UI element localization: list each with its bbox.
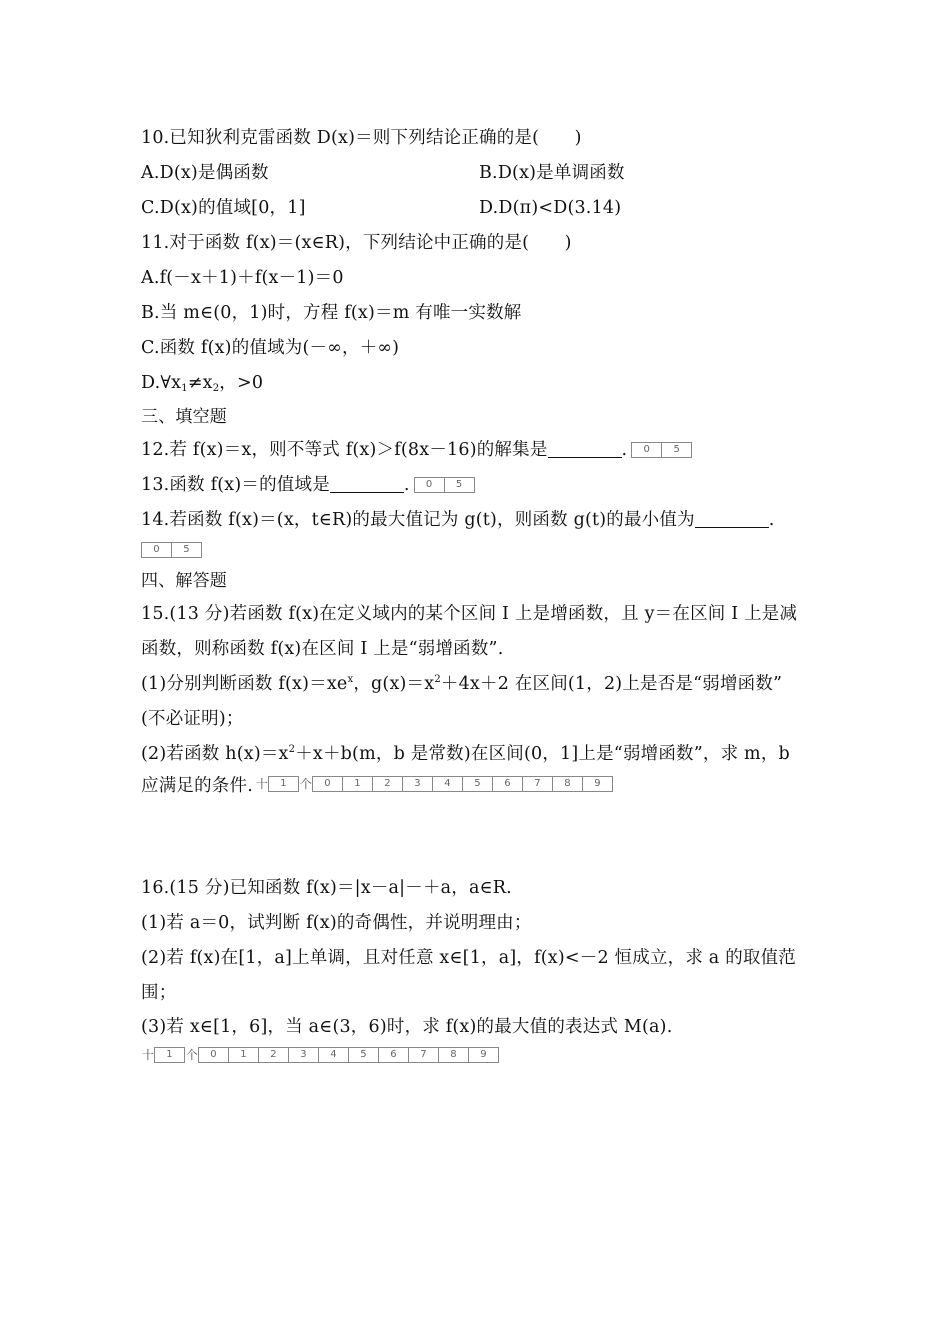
digit-cell[interactable]: 1 [228, 1047, 259, 1063]
q15-line-5: (2)若函数 $h(x)=x^2+x+b(m$，b 是常数)在区间(0，1]上是“弱增函数”，求 m，b [141, 744, 790, 764]
q14-score-box[interactable] [141, 542, 202, 558]
q13: 13.函数 f(x)＝的值域是 . 0 5 [141, 473, 475, 497]
q13-score-box[interactable] [414, 477, 475, 493]
q15-score-box[interactable]: 十 1 个 0 1 2 3 4 5 6 7 8 9 [255, 776, 613, 792]
digit-cell[interactable]: 9 [468, 1047, 499, 1063]
q14-score-row [141, 538, 202, 562]
q11-option-c: C.函数 f(x)的值域为(－∞，＋∞) [141, 338, 400, 358]
q10-stem: 10.已知狄利克雷函数 D(x)＝则下列结论正确的是( ) [141, 128, 582, 148]
digit-cell[interactable]: 8 [552, 776, 583, 792]
q11-stem: 11.对于函数 f(x)＝(x∈R)，下列结论中正确的是( ) [141, 233, 572, 253]
digit-cell[interactable]: 6 [492, 776, 523, 792]
score-cell[interactable]: 5 [661, 442, 692, 458]
q15-line-4: (不必证明)； [141, 709, 244, 729]
score-cell[interactable]: 5 [444, 477, 475, 493]
digit-cell[interactable]: 4 [432, 776, 463, 792]
q11-option-b: B.当 m∈(0，1)时，方程 f(x)＝m 有唯一实数解 [141, 303, 522, 323]
q10-option-a: A.D(x)是偶函数 [141, 163, 269, 183]
q16-line-1: 16.(15 分)已知函数 f(x)＝|x－a|－＋a，a∈R. [141, 878, 512, 898]
digit-cell[interactable]: 0 [198, 1047, 229, 1063]
digit-cell[interactable]: 1 [342, 776, 373, 792]
q15-line-2: 函数，则称函数 f(x)在区间 I 上是“弱增函数”. [141, 639, 504, 659]
digit-cell[interactable]: 3 [288, 1047, 319, 1063]
q10-option-b: B.D(x)是单调函数 [479, 163, 625, 183]
digit-cell[interactable]: 7 [408, 1047, 439, 1063]
q16-line-4: 围； [141, 983, 177, 1003]
score-cell[interactable]: 0 [141, 542, 172, 558]
q16-line-5: (3)若 x∈[1，6]，当 a∈(3，6)时，求 f(x)的最大值的表达式 M(a). [141, 1017, 673, 1037]
q12-answer-blank[interactable] [548, 439, 622, 458]
q15-line-1: 15.(13 分)若函数 f(x)在定义域内的某个区间 I 上是增函数，且 y＝在区间 I 上是减 [141, 604, 798, 624]
q15-line-3: (1)分别判断函数 $f(x)=xe^x$，$g(x)=x^2+4x+2$ 在区间(1，2)上是否是“弱增函数” [141, 674, 783, 694]
q16-line-2: (1)若 a＝0，试判断 f(x)的奇偶性，并说明理由； [141, 913, 532, 933]
q16-score-box[interactable]: 十 1 个 0 1 2 3 4 5 6 7 8 9 [141, 1047, 499, 1063]
q15-line-6: 应满足的条件. 十 1 个 0 1 2 3 4 5 6 7 8 9 [141, 774, 613, 798]
q16-line-3: (2)若 f(x)在[1，a]上单调，且对任意 x∈[1，a]，f(x)<－2 恒成立，求 a 的取值范 [141, 948, 797, 968]
digit-cell[interactable]: 6 [378, 1047, 409, 1063]
score-cell[interactable]: 5 [171, 542, 202, 558]
q13-answer-blank[interactable] [330, 474, 404, 493]
score-cell[interactable]: 0 [631, 442, 662, 458]
digit-cell[interactable]: 3 [402, 776, 433, 792]
q10-option-d: D.D(π)<D(3.14) [479, 198, 622, 218]
q14: 14.若函数 f(x)＝(x，t∈R)的最大值记为 g(t)，则函数 g(t)的最小值为 . [141, 510, 775, 530]
q10-option-c: C.D(x)的值域[0，1] [141, 198, 306, 218]
section-heading-solutions: 四、解答题 [141, 571, 227, 591]
q11-option-d: $D.\forall x_1\ne x_2$，>0 [141, 373, 264, 394]
section-heading-fill-in: 三、填空题 [141, 407, 227, 427]
digit-cell[interactable]: 2 [372, 776, 403, 792]
digit-cell[interactable]: 9 [582, 776, 613, 792]
digit-cell[interactable]: 2 [258, 1047, 289, 1063]
digit-cell[interactable]: 5 [462, 776, 493, 792]
score-cell[interactable]: 0 [414, 477, 445, 493]
digit-cell[interactable]: 5 [348, 1047, 379, 1063]
digit-cell[interactable]: 4 [318, 1047, 349, 1063]
q16-score-row [141, 1045, 499, 1069]
digit-cell[interactable]: 8 [438, 1047, 469, 1063]
q12-score-box[interactable] [631, 442, 692, 458]
q11-option-a: A.f(－x＋1)＋f(x－1)＝0 [141, 268, 344, 288]
digit-cell[interactable]: 7 [522, 776, 553, 792]
q12: 12.若 f(x)＝x，则不等式 f(x)＞f(8x－16)的解集是 . 0 5 [141, 438, 692, 462]
digit-cell[interactable]: 0 [312, 776, 343, 792]
tens-cell[interactable]: 1 [268, 776, 299, 792]
tens-cell[interactable]: 1 [154, 1047, 185, 1063]
q14-answer-blank[interactable] [695, 509, 769, 528]
